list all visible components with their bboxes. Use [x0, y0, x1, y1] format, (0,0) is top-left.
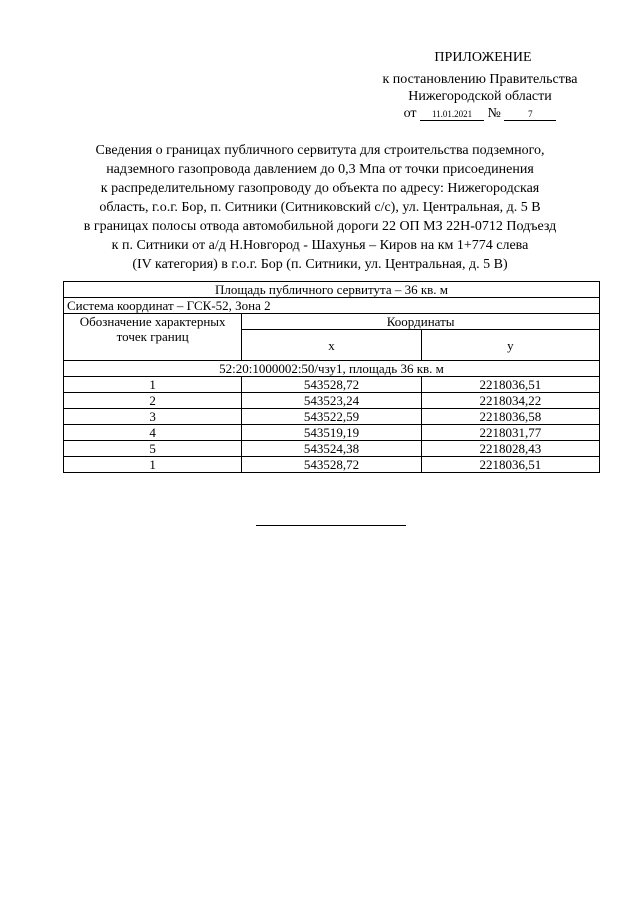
from-label: от [403, 106, 417, 121]
table-header-row [64, 314, 600, 330]
coordinates-table [63, 281, 600, 473]
table-row [64, 457, 600, 473]
title-line: в границах полосы отвода автомобильной дороги 22 ОП МЗ 22Н-0712 Подъезд [83, 219, 557, 234]
x-cell: 543528,72 [242, 457, 421, 473]
appendix-label: ПРИЛОЖЕНИЕ [434, 50, 532, 65]
y-cell: 2218036,51 [421, 377, 599, 393]
table-row [64, 393, 600, 409]
resolution-date-number [360, 105, 600, 122]
y-cell: 2218036,58 [421, 409, 599, 425]
coordinate-system-cell: Система координат – ГСК-52, Зона 2 [64, 298, 600, 314]
table-row [64, 361, 600, 377]
y-cell: 2218031,77 [421, 425, 599, 441]
table-row [64, 298, 600, 314]
y-cell: 2218028,43 [421, 441, 599, 457]
point-cell: 5 [64, 441, 242, 457]
document-title [60, 141, 580, 274]
table-row [64, 425, 600, 441]
x-cell: 543522,59 [242, 409, 421, 425]
y-header-cell: y [421, 330, 599, 361]
end-divider [256, 525, 406, 526]
point-cell: 1 [64, 377, 242, 393]
coordinates-header-cell: Координаты [242, 314, 600, 330]
table-row [64, 282, 600, 298]
x-cell: 543524,38 [242, 441, 421, 457]
resolution-date: 11.01.2021 [420, 108, 484, 121]
parcel-cell: 52:20:1000002:50/чзу1, площадь 36 кв. м [64, 361, 600, 377]
x-cell: 543523,24 [242, 393, 421, 409]
point-cell: 2 [64, 393, 242, 409]
number-label: № [487, 106, 501, 121]
area-cell: Площадь публичного сервитута – 36 кв. м [64, 282, 600, 298]
resolution-block [360, 71, 600, 122]
y-cell: 2218036,51 [421, 457, 599, 473]
title-line: область, г.о.г. Бор, п. Ситники (Ситниковский с/с), ул. Центральная, д. 5 В [99, 200, 541, 215]
x-header-cell: x [242, 330, 421, 361]
title-line: (IV категория) в г.о.г. Бор (п. Ситники, ул. Центральная, д. 5 В) [132, 257, 508, 272]
title-line: к распределительному газопроводу до объекта по адресу: Нижегородская [100, 181, 540, 196]
title-line: Сведения о границах публичного сервитута для строительства подземного, [95, 143, 545, 158]
resolution-number: 7 [504, 108, 556, 121]
table-row [64, 377, 600, 393]
table-row [64, 409, 600, 425]
resolution-line-2: Нижегородской области [408, 89, 552, 104]
point-cell: 3 [64, 409, 242, 425]
title-line: к п. Ситники от а/д Н.Новгород - Шахунья – Киров на км 1+774 слева [111, 238, 529, 253]
point-header-cell: Обозначение характерных точек границ [64, 314, 242, 361]
x-cell: 543528,72 [242, 377, 421, 393]
title-line: надземного газопровода давлением до 0,3 Мпа от точки присоединения [106, 162, 534, 177]
point-cell: 1 [64, 457, 242, 473]
resolution-line-1: к постановлению Правительства [382, 72, 578, 87]
x-cell: 543519,19 [242, 425, 421, 441]
table-row [64, 441, 600, 457]
point-cell: 4 [64, 425, 242, 441]
y-cell: 2218034,22 [421, 393, 599, 409]
